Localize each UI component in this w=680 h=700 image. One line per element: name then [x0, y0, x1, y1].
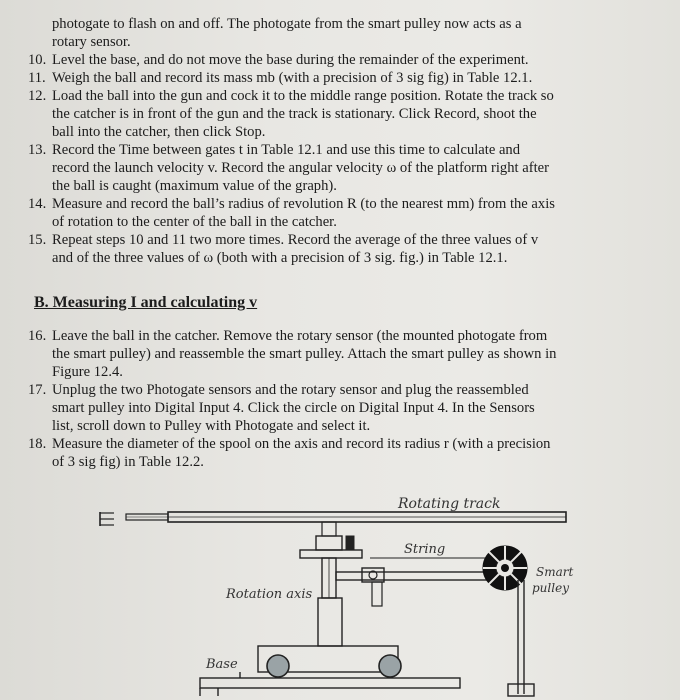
- intro-line-1: photogate to flash on and off. The photogate from the smart pulley now acts as a: [52, 16, 522, 32]
- step-text: list, scroll down to Pulley with Photogate and select it.: [52, 418, 371, 434]
- label-rotating-track: Rotating track: [398, 496, 501, 512]
- step-text: smart pulley into Digital Input 4. Click the circle on Digital Input 4. In the Sensors: [52, 400, 535, 416]
- step-text: Level the base, and do not move the base during the remainder of the experiment.: [52, 52, 529, 68]
- step-text: the ball is caught (maximum value of the graph).: [52, 178, 337, 194]
- smart-pulley: [483, 546, 534, 696]
- step-text: of 3 sig fig) in Table 12.2.: [52, 454, 204, 470]
- label-pulley: pulley: [532, 581, 569, 595]
- step-number: 10.: [28, 52, 47, 68]
- step-text: Weigh the ball and record its mass mb (with a precision of 3 sig fig) in Table 12.1.: [52, 70, 533, 86]
- step-number: 17.: [28, 382, 47, 398]
- section-b-heading: B. Measuring I and calculating v: [34, 294, 258, 311]
- step-text: Unplug the two Photogate sensors and the rotary sensor and plug the reassembled: [52, 382, 529, 398]
- step-number: 14.: [28, 196, 47, 212]
- apparatus-diagram: [0, 480, 680, 700]
- label-rotation-axis: Rotation axis: [226, 587, 313, 602]
- step-text: Repeat steps 10 and 11 two more times. Record the average of the three values of v: [52, 232, 539, 248]
- label-base: Base: [206, 657, 238, 672]
- rotation-axis-assembly: [300, 522, 512, 606]
- label-string: String: [404, 542, 446, 557]
- step-text: and of the three values of ω (both with a precision of 3 sig. fig.) in Table 12.1.: [52, 250, 508, 266]
- step-text: Figure 12.4.: [52, 364, 123, 380]
- step-text: Measure the diameter of the spool on the axis and record its radius r (with a precision: [52, 436, 551, 452]
- step-text: the catcher is in front of the gun and the track is stationary. Click Record, shoot the: [52, 106, 537, 122]
- step-text: record the launch velocity v. Record the angular velocity ω of the platform right after: [52, 160, 549, 176]
- label-smart: Smart: [536, 565, 574, 579]
- step-number: 12.: [28, 88, 47, 104]
- track-end-stop: [100, 512, 114, 526]
- step-text: ball into the catcher, then click Stop.: [52, 124, 266, 140]
- step-text: Load the ball into the gun and cock it to the middle range position. Rotate the track so: [52, 88, 554, 104]
- base-assembly: [200, 598, 460, 696]
- intro-line-2: rotary sensor.: [52, 34, 131, 50]
- step-text: Leave the ball in the catcher. Remove the rotary sensor (the mounted photogate from: [52, 328, 548, 344]
- rotating-track: [126, 512, 566, 522]
- step-text: of rotation to the center of the ball in the catcher.: [52, 214, 337, 230]
- step-number: 13.: [28, 142, 47, 158]
- step-text: the smart pulley) and reassemble the smart pulley. Attach the smart pulley as shown in: [52, 346, 557, 362]
- step-text: Record the Time between gates t in Table 12.1 and use this time to calculate and: [52, 142, 521, 158]
- step-number: 11.: [28, 70, 46, 86]
- step-number: 18.: [28, 436, 47, 452]
- step-number: 15.: [28, 232, 47, 248]
- step-text: Measure and record the ball’s radius of revolution R (to the nearest mm) from the axis: [52, 196, 555, 212]
- step-number: 16.: [28, 328, 47, 344]
